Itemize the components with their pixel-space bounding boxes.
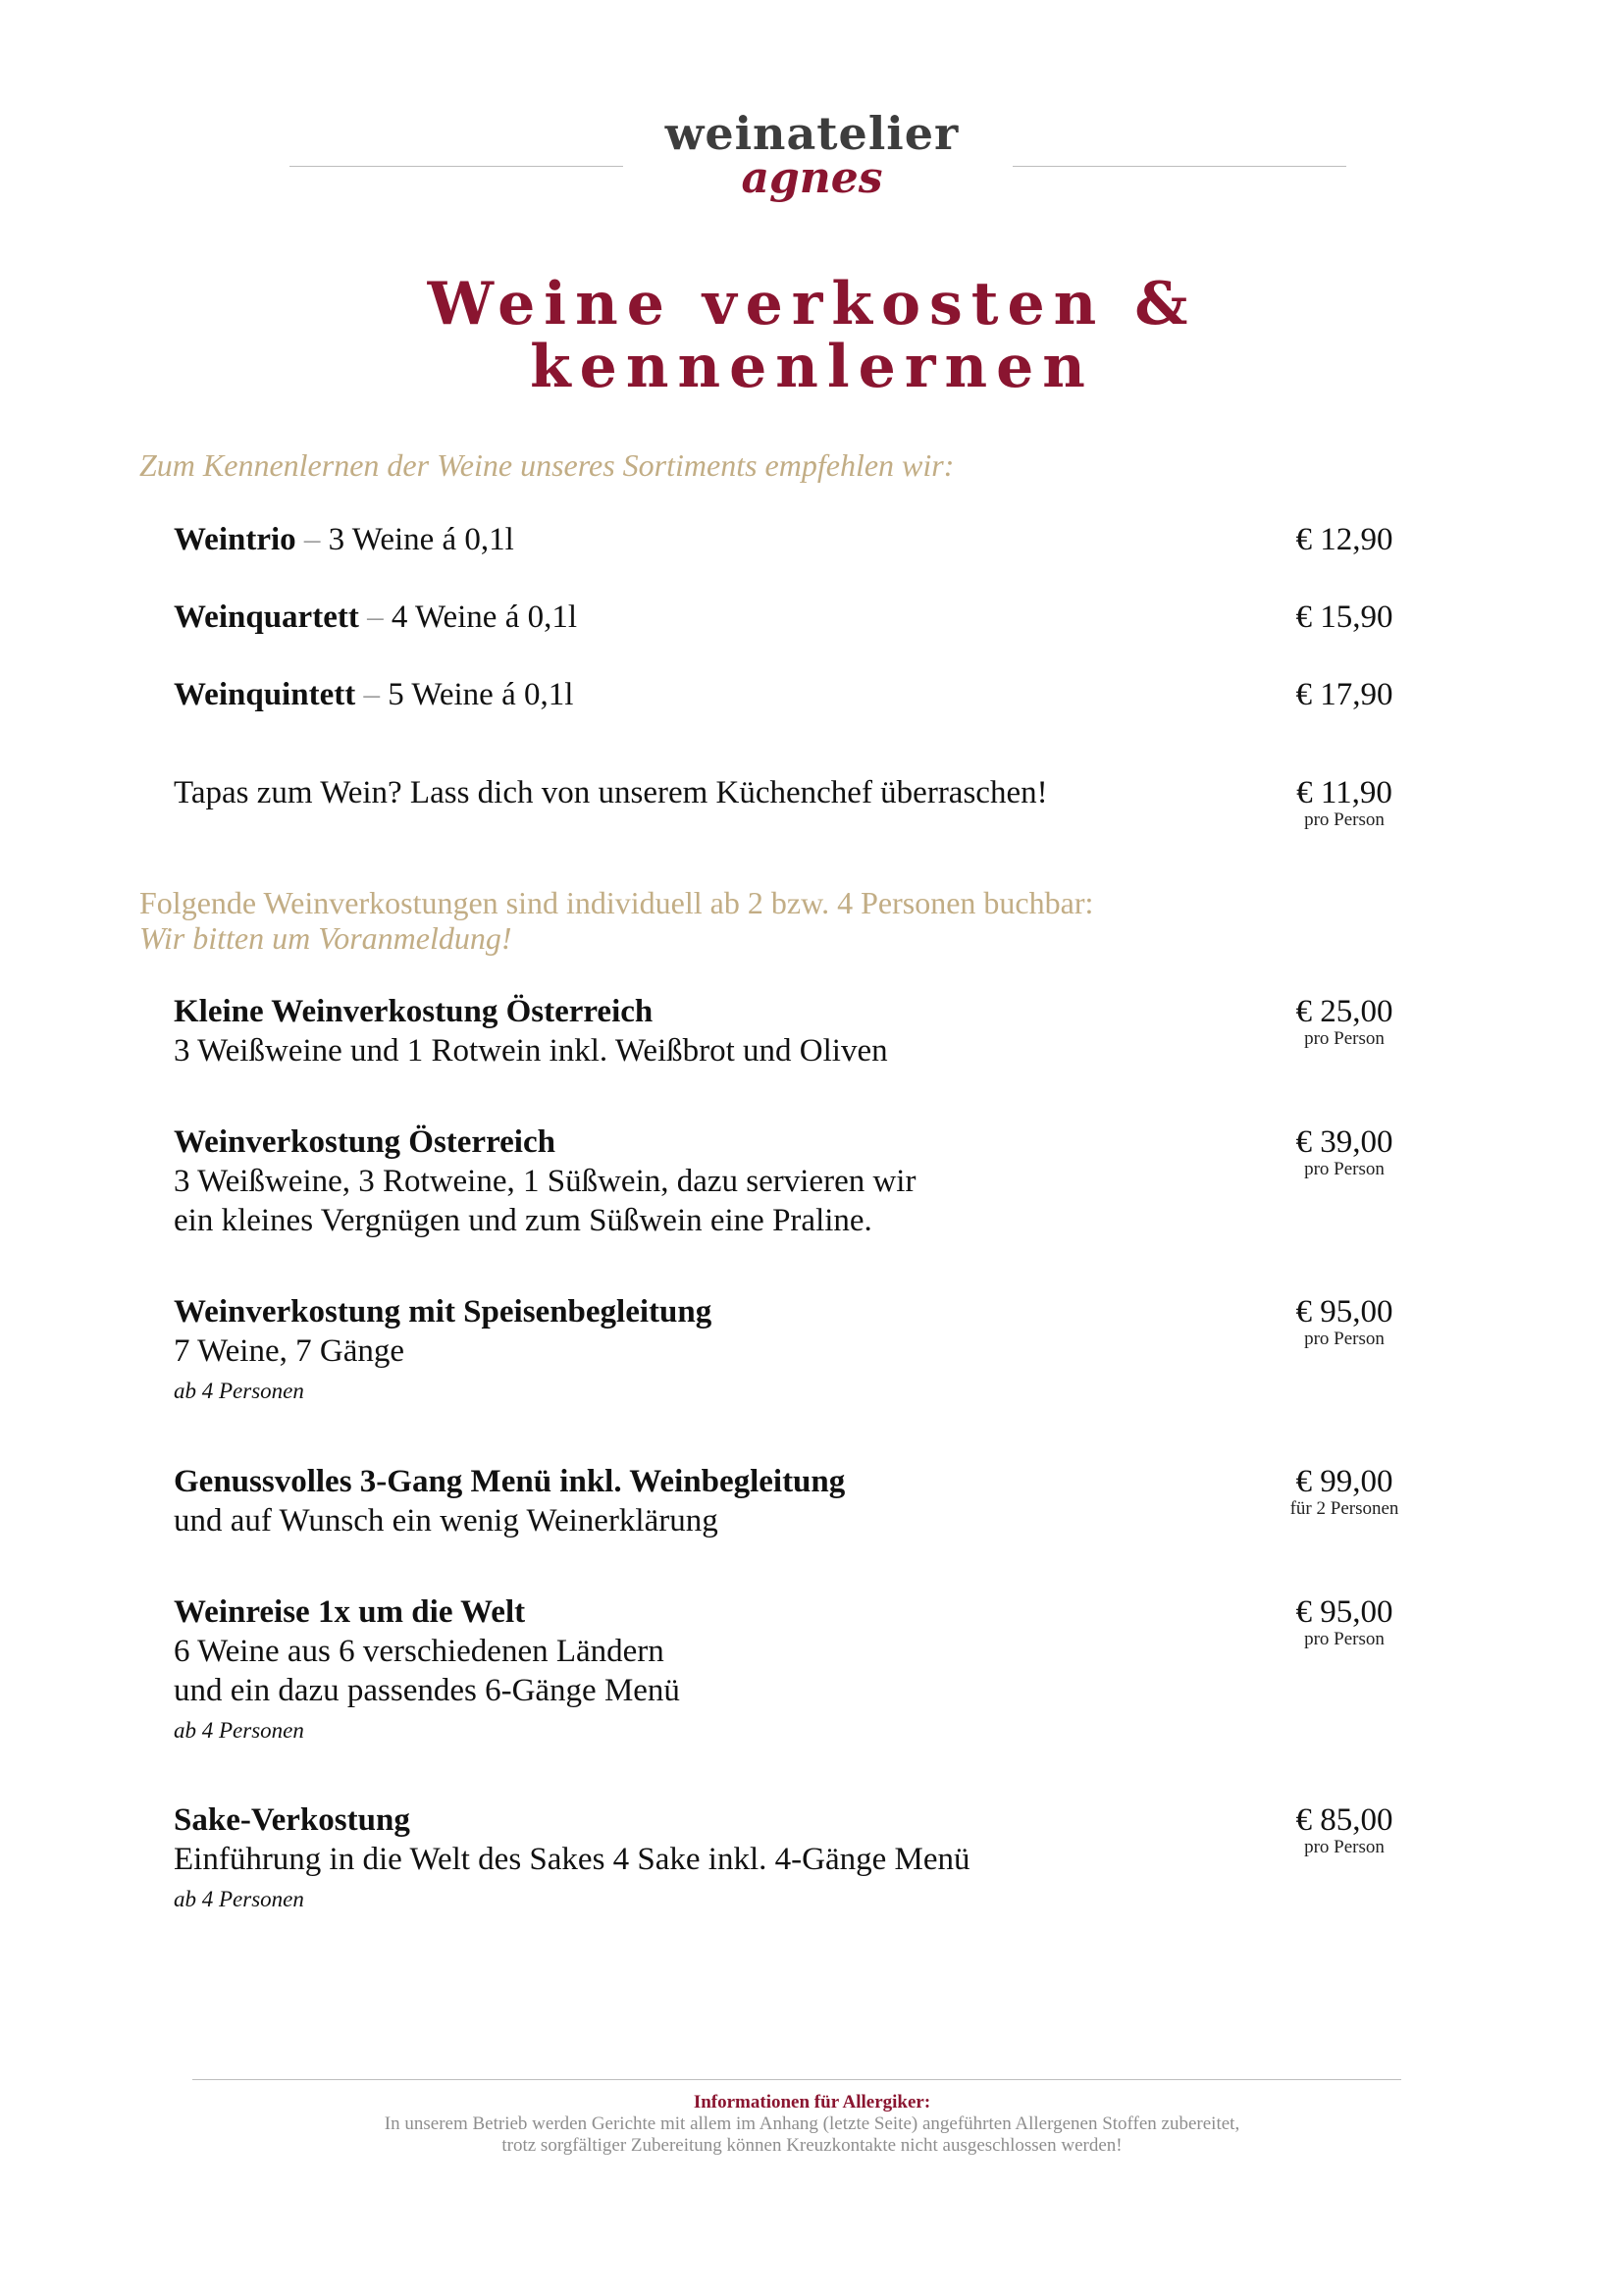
footer-divider [192, 2079, 1401, 2080]
intro-text: Zum Kennenlernen der Weine unseres Sortiments empfehlen wir: [139, 447, 955, 483]
flight-price: € 12,90 [1295, 522, 1393, 557]
flight-detail: 5 Weine á 0,1l [388, 677, 574, 712]
logo-name: agnes [741, 153, 883, 203]
tasting-price: € 95,00 [1295, 1594, 1393, 1630]
tastings-reservation-note: Wir bitten um Voranmeldung! [139, 920, 512, 956]
tasting-price: € 39,00 [1295, 1124, 1393, 1160]
page-title-line2: kennenlernen [530, 333, 1094, 401]
tasting-desc: 7 Weine, 7 Gänge [174, 1333, 404, 1369]
tasting-title: Sake-Verkostung [174, 1802, 410, 1838]
tastings-intro: Folgende Weinverkostungen sind individuell ab 2 bzw. 4 Personen buchbar: [139, 885, 1094, 920]
flight-price: € 15,90 [1295, 600, 1393, 635]
logo-wordmark: weinatelier [664, 107, 960, 160]
tasting-title: Weinverkostung mit Speisenbegleitung [174, 1294, 712, 1330]
flight-detail: 3 Weine á 0,1l [328, 522, 514, 557]
tasting-desc: Einführung in die Welt des Sakes 4 Sake inkl. 4-Gänge Menü [174, 1842, 970, 1877]
tapas-text: Tapas zum Wein? Lass dich von unserem Küchenchef überraschen! [174, 775, 1048, 810]
allergen-info-title: Informationen für Allergiker: [693, 2092, 931, 2112]
tapas-price: € 11,90 [1296, 775, 1392, 810]
tasting-desc: 3 Weißweine, 3 Rotweine, 1 Süßwein, dazu servieren wir [174, 1164, 917, 1199]
flight-name: Weintrio [174, 522, 296, 557]
tasting-title: Genussvolles 3-Gang Menü inkl. Weinbegleitung [174, 1464, 846, 1499]
tasting-price: € 25,00 [1295, 994, 1393, 1029]
flight-separator: – [367, 600, 384, 635]
flight-name: Weinquintett [174, 677, 356, 712]
tasting-price: € 99,00 [1295, 1464, 1393, 1499]
flight-row-weintrio [174, 520, 514, 559]
flight-price: € 17,90 [1295, 677, 1393, 712]
flight-row-weinquintett [174, 675, 573, 714]
flight-separator: – [303, 522, 321, 557]
tasting-price: € 95,00 [1295, 1294, 1393, 1330]
tasting-title: Weinreise 1x um die Welt [174, 1594, 526, 1630]
tasting-price-unit: pro Person [1304, 1028, 1385, 1049]
flight-separator: – [363, 677, 380, 712]
tasting-price-unit: pro Person [1304, 1159, 1385, 1179]
page-title-line1: Weine verkosten & [427, 270, 1197, 339]
tasting-price: € 85,00 [1295, 1802, 1393, 1838]
tapas-price-unit: pro Person [1304, 809, 1385, 830]
tasting-price-unit: pro Person [1304, 1837, 1385, 1857]
allergen-info-text: trotz sorgfältiger Zubereitung können Kreuzkontakte nicht ausgeschlossen werden! [501, 2135, 1123, 2156]
allergen-info-text: In unserem Betrieb werden Gerichte mit allem im Anhang (letzte Seite) angeführten Allergenen Stoffen zubereitet, [384, 2113, 1240, 2134]
tasting-desc: 6 Weine aus 6 verschiedenen Ländern [174, 1634, 664, 1669]
flight-detail: 4 Weine á 0,1l [391, 600, 578, 635]
tasting-note: ab 4 Personen [174, 1718, 304, 1743]
tasting-note: ab 4 Personen [174, 1379, 304, 1403]
flight-name: Weinquartett [174, 600, 359, 635]
flight-row-weinquartett [174, 598, 577, 637]
tasting-desc: 3 Weißweine und 1 Rotwein inkl. Weißbrot und Oliven [174, 1033, 888, 1069]
tasting-desc: und auf Wunsch ein wenig Weinerklärung [174, 1503, 718, 1539]
tasting-title: Kleine Weinverkostung Österreich [174, 994, 654, 1029]
tasting-price-unit: pro Person [1304, 1329, 1385, 1349]
tasting-note: ab 4 Personen [174, 1887, 304, 1911]
tasting-price-unit: für 2 Personen [1289, 1498, 1399, 1519]
tasting-desc: ein kleines Vergnügen und zum Süßwein eine Praline. [174, 1203, 872, 1238]
tasting-title: Weinverkostung Österreich [174, 1124, 555, 1160]
tasting-desc: und ein dazu passendes 6-Gänge Menü [174, 1673, 680, 1708]
tasting-price-unit: pro Person [1304, 1629, 1385, 1649]
